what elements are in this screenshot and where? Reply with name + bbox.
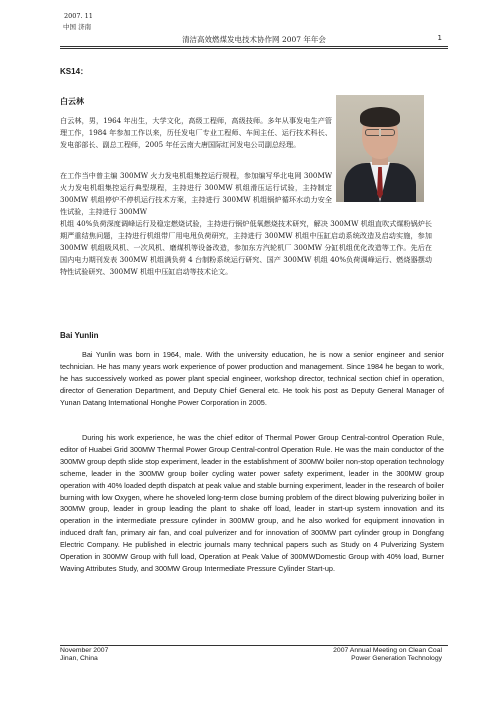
english-bio-paragraph-1: Bai Yunlin was born in 1964, male. With the university education, he is now a senior engineer and senior technician. He has many years work experience of power production and management. Since 1984 he began to work, he has successively worked as power plant special engineer, workshop director, technical section chief in operation, director of Generation Department, and Deputy Chief General etc. He took his post as Deputy General Manager of Yunan Datang International Honghe Power Corporation in 2005. xyxy=(60,350,444,407)
header-rule xyxy=(60,46,448,47)
footer-place: Jinan, China xyxy=(60,655,98,662)
chinese-bio-paragraph-1: 白云林，男，1964 年出生，大学文化，高级工程师，高级技师。多年从事发电生产管理工作，1984 年参加工作以来，历任发电厂专业工程师、车间主任、运行技术科长、发电部部长、副总工程师，2005 年任云南大唐国际红河发电公司副总经理。 xyxy=(60,116,332,149)
chinese-bio-paragraph-3: 机组 40%负荷深度调峰运行及稳定燃烧试验，主持进行锅炉低氧燃烧技术研究，解决 300MW 机组直吹式煤粉锅炉长期严重结焦问题，主持进行机组带厂用电甩负荷研究，主持进行 300MW 机组中压缸启动系统改造及启动实施，参加 300MW 机组吸风机、一次风机、磨煤机等设备改造，参加东方汽轮机厂 300MW 分缸机组优化改造等工作。先后在国内电力期刊发表 300MW 机组满负荷 4 台制粉系统运行研究、国产 300MW 机组 40%负荷调峰运行、燃烧器摆动特性试验研究、300MW 机组中压缸启动等技术论文。 xyxy=(60,219,432,276)
english-bio-paragraph-2: During his work experience, he was the chief editor of Thermal Power Group Central-control Operation Rule, editor of Huabei Grid 300MW Thermal Power Group Central-control Operation Rule. He was the main conductor of the 300MW group depth slide stop experiment, leader in the establishment of 300MW boiler non-stop operation technology scheme, leader in the 300MW group boiler cycling water power safety experiment, leader in the 300MW group operation with 40% loaded depth dispatch at peak value and stable burning experiment, leader in the research of boiler burning with low Oxygen, where he shoveled long-term close burning problem of the direct blowing pulverizing boiler in 300MW group, leader in group leading the plant to shake off load, leader in start-up system innovation and its operation in the intermediate pressure cylinder in 300MW group, and he also worked for equipment innovation in induced draft fan, primary air fan, and coal pulverizer and for innovation of 300MW part cylinder group in Dongfang Electric Company. He published in electric journals many technical papers such as Study on 4 Pulverizing System Operation in 300MW Group with full load, Operation at Peak Value of 300MWDomestic Group with 40% load, Burner Waving Attributes Study, and 300MW Group Intermediate Pressure Cylinder Start-up. xyxy=(60,433,444,573)
photo-glasses xyxy=(365,129,395,136)
page-footer xyxy=(60,645,448,667)
english-name-heading: Bai Yunlin xyxy=(60,331,99,340)
footer-event-line1: 2007 Annual Meeting on Clean Coal xyxy=(333,647,442,654)
photo-hair xyxy=(360,107,400,127)
header-rule-thin xyxy=(60,48,448,49)
header-title: 清洁高效燃煤发电技术协作网 2007 年年会 xyxy=(182,35,326,44)
chinese-bio-paragraph-2: 在工作当中曾主编 300MW 火力发电机组集控运行规程，参加编写华北电网 300MW 火力发电机组集控运行典型规程，主持进行 300MW 机组滑压运行试验，主持制定 300MW 机组停炉不停机运行技术方案，主持进行 300MW 机组锅炉循环水动力安全性试验，主持进行 300MW xyxy=(60,171,332,216)
footer-rule xyxy=(60,645,448,646)
page-number: 1 xyxy=(437,34,442,42)
header-place: 中国 济南 xyxy=(63,23,92,31)
profile-code: KS14： xyxy=(60,67,89,76)
page-header xyxy=(60,12,448,45)
header-date: 2007. 11 xyxy=(64,12,93,20)
footer-date: November 2007 xyxy=(60,647,109,654)
footer-event-line2: Power Generation Technology xyxy=(351,655,442,662)
chinese-name-heading: 白云林 xyxy=(60,97,84,106)
portrait-photo xyxy=(336,95,424,202)
